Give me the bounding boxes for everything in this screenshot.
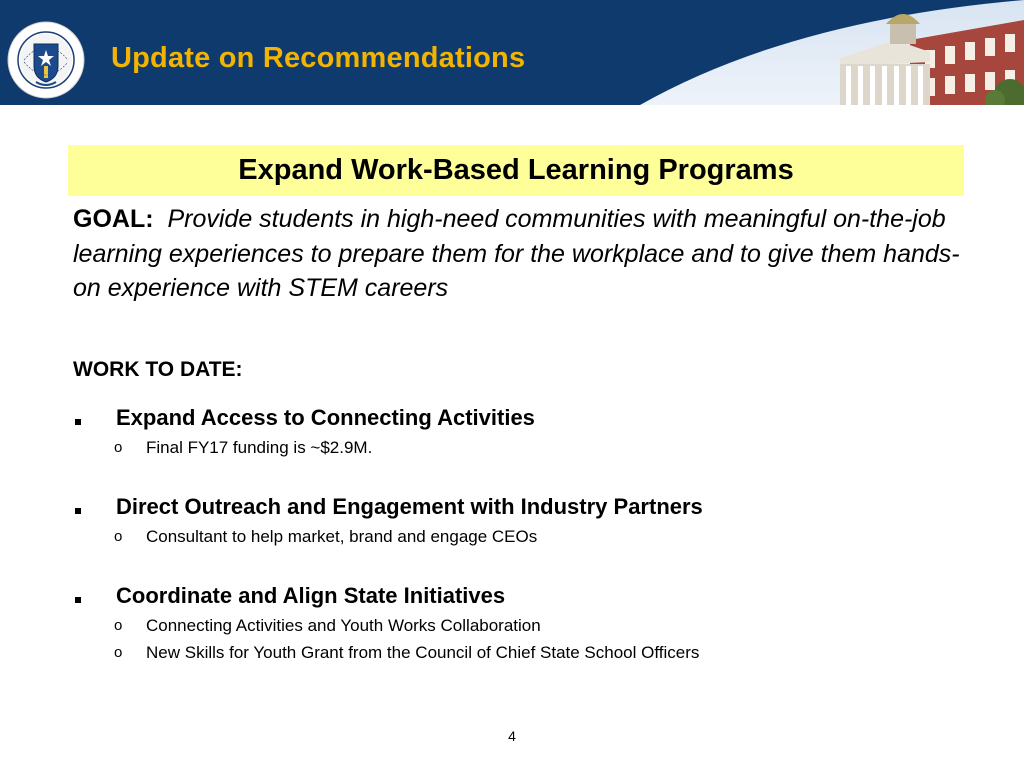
sub-item-label: New Skills for Youth Grant from the Council of Chief State School Officers [146,643,700,662]
goal-label: GOAL: [73,205,154,233]
section-header [68,145,964,196]
goal-paragraph [73,202,973,306]
circle-bullet-icon: o [114,439,123,456]
sub-item-label: Connecting Activities and Youth Works Collaboration [146,616,541,635]
sub-item-label: Final FY17 funding is ~$2.9M. [146,438,373,457]
massachusetts-seal-icon [6,20,86,100]
bullet-item [73,583,973,667]
bullet-label: Expand Access to Connecting Activities [116,405,535,430]
work-to-date-heading: WORK TO DATE: [73,358,243,381]
sub-item-label: Consultant to help market, brand and engage CEOs [146,527,538,546]
bullet-label: Direct Outreach and Engagement with Industry Partners [116,494,703,519]
bullet-label: Coordinate and Align State Initiatives [116,583,506,608]
square-bullet-icon [75,597,81,603]
page-number: 4 [508,728,516,744]
bullet-item [73,494,973,551]
circle-bullet-icon: o [114,644,123,661]
page-title: Update on Recommendations [111,42,526,74]
circle-bullet-icon: o [114,617,123,634]
bullet-item [73,405,973,462]
circle-bullet-icon: o [114,528,123,545]
state-house-photo [640,0,1024,105]
goal-text: Provide students in high-need communities with meaningful on-the-job learning experiences to prepare them for the workplace and to give them hands-on experience with STEM careers [73,205,960,302]
square-bullet-icon [75,419,81,425]
header-banner [0,0,1024,105]
square-bullet-icon [75,508,81,514]
section-title: Expand Work-Based Learning Programs [238,154,794,186]
